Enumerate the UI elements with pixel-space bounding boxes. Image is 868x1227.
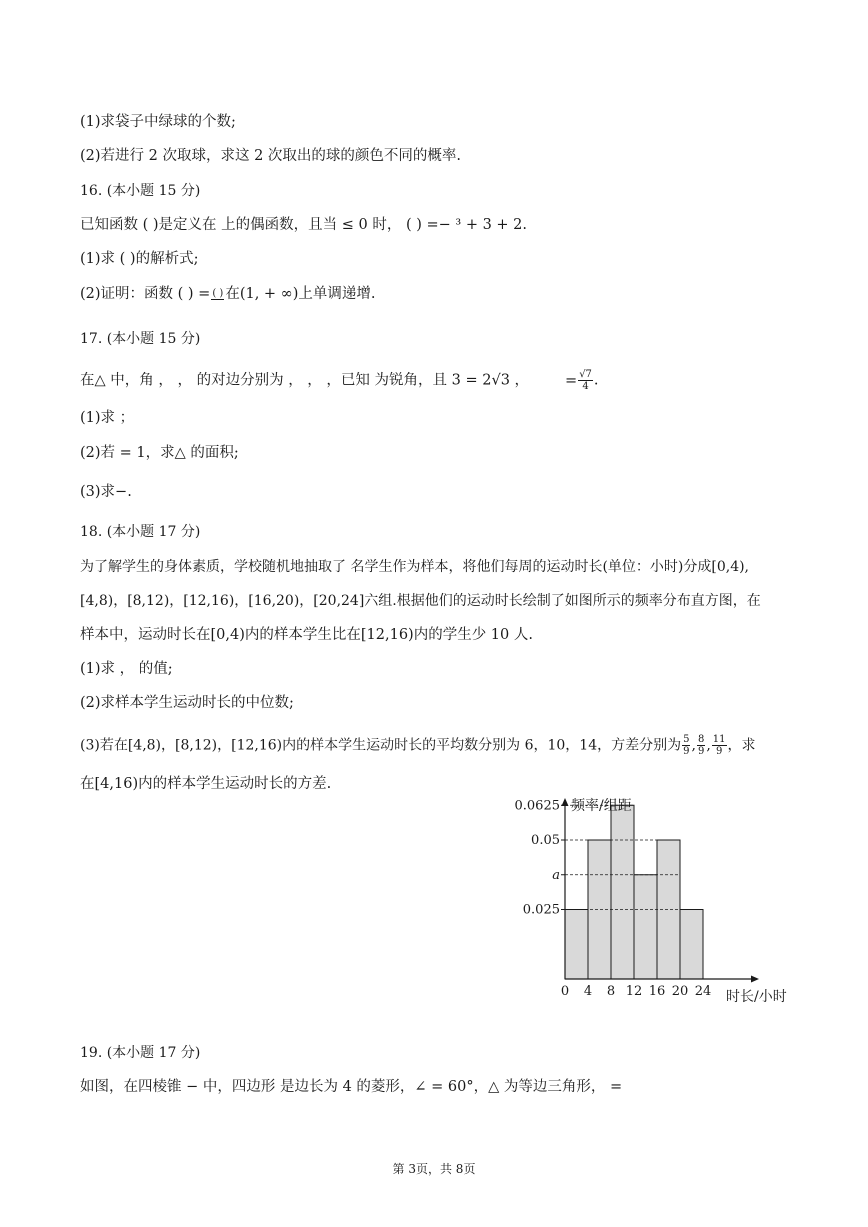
fraction-numerator: √7 xyxy=(579,369,592,380)
q16-stem: 已知函数 ( )是定义在 上的偶函数，且当 ≤ 0 时， ( ) =− ³ + 3 + 2. xyxy=(80,217,527,233)
q15-part2: (2)若进行 2 次取球，求这 2 次取出的球的颜色不同的概率. xyxy=(80,148,462,164)
y-tick-label: a xyxy=(552,867,560,883)
q18-part3-pre: (3)若在[4,8)，[8,12)，[12,16)内的样本学生运动时长的平均数分别为 6，10，14，方差分别为 xyxy=(80,737,682,754)
fraction-numerator: 5 xyxy=(683,734,690,745)
q17-heading: 17. (本小题 15 分) xyxy=(80,331,201,347)
histogram-bar xyxy=(611,805,634,979)
q16-part2-fraction xyxy=(211,288,224,300)
q16-part2-post: 在(1, + ∞)上单调递增. xyxy=(225,286,376,302)
fraction-numerator: 11 xyxy=(712,734,726,745)
q19-stem: 如图，在四棱锥 − 中，四边形 是边长为 4 的菱形，∠ = 60°，△ 为等边三角形， = xyxy=(80,1079,623,1095)
q17-stem xyxy=(80,369,599,392)
q17-part3: (3)求−. xyxy=(80,484,132,500)
q18-stem-line1: 为了解学生的身体素质，学校随机地抽取了 名学生作为样本，将他们每周的运动时长(单位：小时)分成[0,4), xyxy=(80,559,750,575)
q17-stem-end: . xyxy=(593,372,599,389)
q16-part2-pre: (2)证明：函数 ( ) = xyxy=(80,286,211,302)
fraction-denominator: 4 xyxy=(582,381,589,392)
histogram-bar xyxy=(565,910,588,980)
q18-variance-fraction xyxy=(682,734,690,757)
y-tick-label: 0.0625 xyxy=(514,798,560,814)
x-tick-label: 8 xyxy=(606,984,616,999)
q17-part2: (2)若 = 1，求△ 的面积; xyxy=(80,445,239,461)
q18-part2: (2)求样本学生运动时长的中位数; xyxy=(80,695,294,711)
q18-part3: (3)若在[4,8)，[8,12)，[12,16)内的样本学生运动时长的平均数分别为 6，10，14，方差分别为 $\frac{5}{9}$ , $\frac{8}{9}$ , $\frac{11}{9}$ ，求 xyxy=(80,734,756,757)
frequency-histogram xyxy=(508,790,808,1012)
x-tick-label: 20 xyxy=(671,984,689,999)
q18-variance-fraction xyxy=(712,734,727,757)
x-axis-title: 时长/小时 xyxy=(726,989,787,1005)
histogram-bar xyxy=(634,875,657,979)
q15-part1: (1)求袋子中绿球的个数; xyxy=(80,114,236,130)
q18-part3-post: ，求 xyxy=(727,737,756,754)
fraction-denominator: 9 xyxy=(715,746,723,757)
q17-part1: (1)求 ； xyxy=(80,410,135,426)
q18-heading: 18. (本小题 17 分) xyxy=(80,524,201,540)
fraction-numerator: ( ) xyxy=(212,288,224,299)
q16-part1: (1)求 ( )的解析式; xyxy=(80,251,199,267)
x-tick-label: 16 xyxy=(648,984,666,999)
y-tick-label: 0.05 xyxy=(531,833,560,848)
q18-part3-line2: 在[4,16)内的样本学生运动时长的方差. xyxy=(80,776,332,792)
page-footer: 第 3页，共 8页 xyxy=(392,1162,476,1176)
fraction-numerator: 8 xyxy=(697,734,705,745)
q19-heading: 19. (本小题 17 分) xyxy=(80,1045,201,1061)
q18-stem-line3: 样本中，运动时长在[0,4)内的样本学生比在[12,16)内的学生少 10 人. xyxy=(80,627,533,643)
histogram-bar xyxy=(680,910,703,980)
x-tick-label: 24 xyxy=(694,984,712,999)
y-axis-arrow xyxy=(562,798,569,806)
q18-variance-fraction xyxy=(697,734,705,757)
q17-stem-text: 在△ 中，角 ， ， 的对边分别为 ， ， ，已知 为锐角，且 3 = 2√3 ， xyxy=(80,372,530,389)
x-tick-label: 4 xyxy=(583,984,593,999)
q17-stem-eq: = xyxy=(565,372,578,389)
x-axis-arrow xyxy=(751,976,759,983)
q17-stem-fraction xyxy=(578,369,593,392)
x-tick-label: 12 xyxy=(625,984,643,999)
q18-part1: (1)求 ， 的值; xyxy=(80,661,173,677)
q16-part2 xyxy=(80,284,376,304)
q18-stem-line2: [4,8)，[8,12)，[12,16)，[16,20)，[20,24]六组.根据他们的运动时长绘制了如图所示的频率分布直方图，在 xyxy=(80,593,761,609)
y-axis-title: 频率/组距 xyxy=(571,798,632,814)
q16-heading: 16. (本小题 15 分) xyxy=(80,183,201,199)
x-tick-label: 0 xyxy=(560,984,570,999)
fraction-denominator: 9 xyxy=(697,746,705,757)
fraction-denominator: 9 xyxy=(683,746,690,757)
y-tick-label: 0.025 xyxy=(522,902,560,918)
